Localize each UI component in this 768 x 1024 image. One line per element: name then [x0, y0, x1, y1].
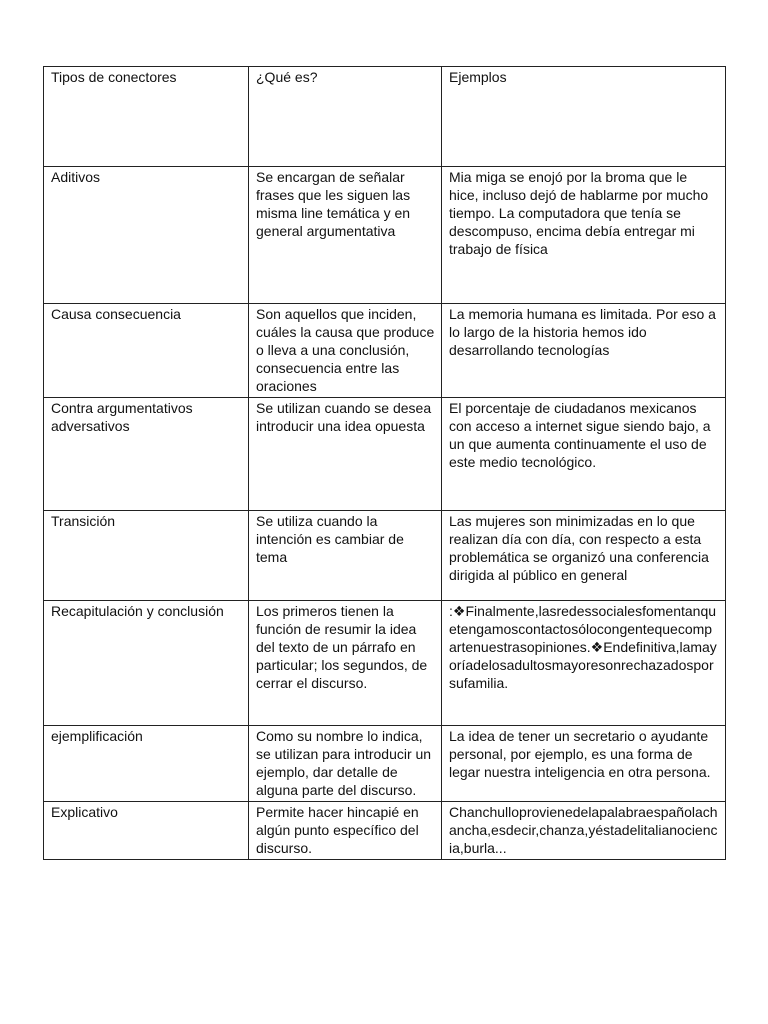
cell-tipo: Explicativo — [44, 802, 249, 860]
cell-tipo: Transición — [44, 511, 249, 601]
cell-ejemplo: Chanchulloprovienedelapalabraespañolachancha,esdecir,chanza,yéstadelitalianociencia,burla... — [442, 802, 726, 860]
table-row — [44, 167, 726, 304]
cell-que-es: Se utiliza cuando la intención es cambiar de tema — [249, 511, 442, 601]
cell-ejemplo: La idea de tener un secretario o ayudante personal, por ejemplo, es una forma de legar nuestra inteligencia en otra persona. — [442, 726, 726, 802]
cell-tipo: Contra argumentativos adversativos — [44, 398, 249, 511]
cell-que-es: Como su nombre lo indica, se utilizan para introducir un ejemplo, dar detalle de alguna parte del discurso. — [249, 726, 442, 802]
cell-que-es: Se encargan de señalar frases que les siguen las misma line temática y en general argumentativa — [249, 167, 442, 304]
header-cell-ejemplos: Ejemplos — [442, 67, 726, 167]
cell-tipo: Aditivos — [44, 167, 249, 304]
header-cell-tipos: Tipos de conectores — [44, 67, 249, 167]
cell-ejemplo: Mia miga se enojó por la broma que le hice, incluso dejó de hablarme por mucho tiempo. La computadora que tenía se descompuso, encima debía entregar mi trabajo de física — [442, 167, 726, 304]
table-row — [44, 601, 726, 726]
table-row — [44, 304, 726, 398]
cell-que-es: Permite hacer hincapié en algún punto específico del discurso. — [249, 802, 442, 860]
table-row — [44, 511, 726, 601]
connectors-table — [43, 66, 726, 860]
header-cell-que-es: ¿Qué es? — [249, 67, 442, 167]
cell-ejemplo: Las mujeres son minimizadas en lo que realizan día con día, con respecto a esta problemática se organizó una conferencia dirigida al público en general — [442, 511, 726, 601]
table-row — [44, 726, 726, 802]
cell-ejemplo: El porcentaje de ciudadanos mexicanos con acceso a internet sigue siendo bajo, a un que aumenta continuamente el uso de este medio tecnológico. — [442, 398, 726, 511]
cell-que-es: Se utilizan cuando se desea introducir una idea opuesta — [249, 398, 442, 511]
cell-tipo: ejemplificación — [44, 726, 249, 802]
cell-que-es: Son aquellos que inciden, cuáles la causa que produce o lleva a una conclusión, consecuencia entre las oraciones — [249, 304, 442, 398]
table-row — [44, 398, 726, 511]
cell-que-es: Los primeros tienen la función de resumir la idea del texto de un párrafo en particular; los segundos, de cerrar el discurso. — [249, 601, 442, 726]
cell-tipo: Causa consecuencia — [44, 304, 249, 398]
table-header-row — [44, 67, 726, 167]
table-row — [44, 802, 726, 860]
cell-ejemplo: :❖Finalmente,lasredessocialesfomentanquetengamoscontactosólocongentequecompartenuestrasopiniones.❖Endefinitiva,lamayoríadelosadultosmayoresonrechazadosporsufamilia. — [442, 601, 726, 726]
cell-ejemplo: La memoria humana es limitada. Por eso a lo largo de la historia hemos ido desarrollando tecnologías — [442, 304, 726, 398]
cell-tipo: Recapitulación y conclusión — [44, 601, 249, 726]
